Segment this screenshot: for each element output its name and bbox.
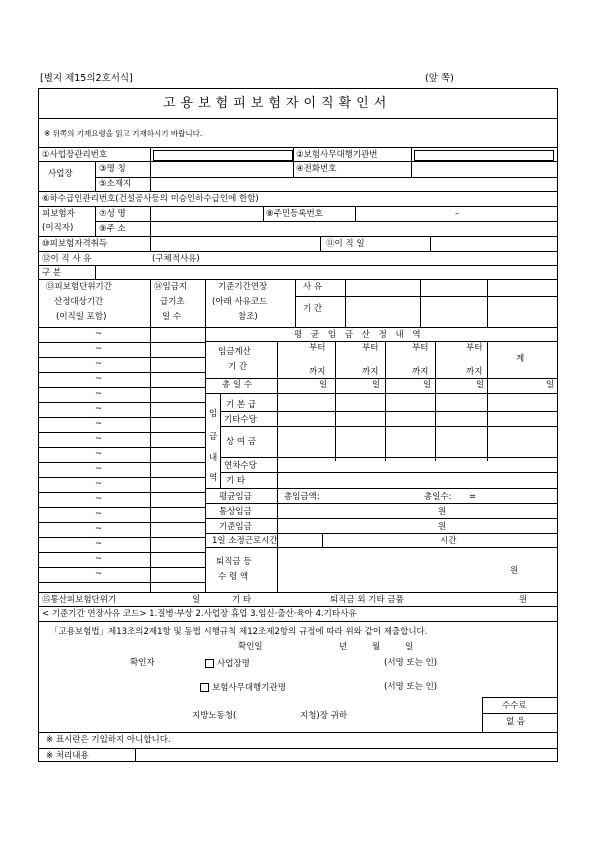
ext-period-header-3: 참조)	[238, 312, 258, 322]
confirmer-label: 확인자	[130, 658, 155, 668]
period-row-divider	[38, 507, 205, 508]
agency-confirm-option[interactable]	[200, 683, 286, 693]
subcontract-label: ⑥하수급인관리번호(건설공사등의 미승인하수급인에 한함)	[42, 194, 259, 204]
equals-sign: =	[469, 492, 477, 502]
employer-group-label: 사업장	[48, 169, 73, 179]
work-hours-unit: 시간	[440, 536, 457, 546]
period-row-divider	[38, 552, 205, 553]
bottom-etc-label: 기 타	[232, 595, 252, 605]
unit-period-header-2: 산정대상기간	[54, 297, 104, 307]
fee-none-label: 없 음	[506, 717, 526, 727]
period-range-tilde: ~	[95, 359, 103, 369]
period-range-tilde: ~	[95, 389, 103, 399]
retirement-etc-unit: 원	[519, 595, 528, 605]
annual-leave-label: 연차수당	[224, 461, 257, 471]
ordinary-wage-unit: 원	[438, 507, 447, 517]
base-pay-label: 기 본 급	[226, 400, 257, 410]
calc-period-label-1: 임금계산	[218, 347, 251, 357]
bonus-label: 상 여 금	[226, 437, 257, 447]
period-range-tilde: ~	[95, 554, 103, 564]
period-range-tilde: ~	[95, 434, 103, 444]
day-label: 일	[405, 642, 414, 652]
total-label: 계	[516, 354, 525, 364]
insured-name-label: ⑦성 명	[99, 209, 126, 219]
days-unit-1: 일	[319, 380, 328, 390]
fee-label: 수수료	[502, 701, 527, 711]
month-label: 월	[372, 642, 381, 652]
period-row-divider	[38, 432, 205, 433]
period-row-divider	[38, 387, 205, 388]
period-row-divider	[38, 402, 205, 403]
other-label: 기 타	[226, 476, 246, 486]
wage-side-4: 역	[209, 473, 218, 483]
agency-sign-label: (서명 또는 인)	[384, 682, 438, 692]
period-range-tilde: ~	[95, 464, 103, 474]
period-range-tilde: ~	[95, 509, 103, 519]
period-row-divider	[38, 417, 205, 418]
form-frame	[38, 88, 558, 762]
employer-option-label: 사업장명	[217, 659, 250, 669]
period-row-divider	[38, 537, 205, 538]
period-row-divider	[38, 477, 205, 478]
retirement-label-2: 수 령 액	[218, 572, 249, 582]
ordinary-wage-label: 통상임금	[219, 507, 252, 517]
mgmt-no-label: ①사업장관리번호	[42, 150, 108, 160]
wage-side-1: 임	[209, 409, 218, 419]
total-unit-period-day: 일	[192, 595, 201, 605]
period-range-tilde: ~	[95, 569, 103, 579]
leave-reason-label: ⑫이 직 사 유	[42, 254, 92, 264]
allowance-label: 기타수당	[224, 415, 257, 425]
wage-days-header-1: ⑭임금지	[154, 282, 188, 292]
total-days-formula-label: 총일수:	[424, 492, 452, 502]
rrn-dash: –	[455, 209, 460, 219]
ext-term-label: 기 간	[303, 304, 323, 314]
period-range-tilde: ~	[95, 374, 103, 384]
wage-days-header-2: 급기초	[160, 297, 185, 307]
period-row-divider	[38, 372, 205, 373]
extension-codes: < 기준기간 연장사유 코드> 1.질병·부상 2.사업장 휴업 3.임신·출산·육아 4.기타사유	[42, 609, 357, 619]
unit-period-header-1: ⑬피보험단위기간	[46, 282, 112, 292]
wage-side-2: 금	[209, 432, 218, 442]
insured-address-label: ⑨주 소	[99, 224, 126, 234]
recipient-label: 지방노동청(	[192, 711, 237, 721]
phone-label: ④전화번호	[296, 164, 337, 174]
period-row-divider	[38, 447, 205, 448]
retirement-unit: 원	[510, 566, 519, 576]
avg-wage-header: 평 균 임 금 산 정 내 역	[294, 330, 424, 340]
insured-group-sublabel: (이직자)	[42, 223, 74, 233]
insured-group-label: 피보험자	[42, 209, 75, 219]
rrn-label: ⑧주민등록번호	[266, 209, 323, 219]
work-hours-label: 1일 소정근로시간	[212, 536, 278, 546]
mgmt-no-field[interactable]	[153, 150, 293, 161]
period2-from: 부터	[362, 343, 379, 353]
period-range-tilde: ~	[95, 479, 103, 489]
total-days-label: 총 일 수	[222, 380, 253, 390]
ext-period-header-2: (아래 사유코드	[212, 297, 268, 307]
period-row-divider	[38, 522, 205, 523]
ext-reason-label: 사 유	[303, 282, 323, 292]
processing-label: ※ 처리내용	[46, 751, 89, 761]
confirm-date-label: 확인일	[238, 642, 263, 652]
agency-no-field[interactable]	[414, 150, 554, 161]
period-range-tilde: ~	[95, 419, 103, 429]
period-row-divider	[38, 342, 205, 343]
period2-to: 까지	[362, 367, 379, 377]
standard-wage-label: 기준임금	[219, 522, 252, 532]
days-unit-2: 일	[372, 380, 381, 390]
total-unit-period-label: ⑮통산피보험단위기	[42, 595, 117, 605]
employer-checkbox[interactable]	[205, 659, 214, 668]
instruction-note: ※ 뒤쪽의 기재요령을 읽고 기재하시기 바랍니다.	[44, 129, 203, 138]
period-range-tilde: ~	[95, 524, 103, 534]
period4-from: 부터	[466, 343, 483, 353]
year-label: 년	[339, 642, 348, 652]
agency-checkbox[interactable]	[200, 683, 209, 692]
period1-from: 부터	[309, 343, 326, 353]
days-unit-4: 일	[476, 380, 485, 390]
period1-to: 까지	[309, 367, 326, 377]
period3-to: 까지	[412, 367, 429, 377]
category-label: 구 분	[42, 268, 62, 278]
period-range-tilde: ~	[95, 344, 103, 354]
company-name-label: ③명 칭	[99, 164, 126, 174]
retirement-label-1: 퇴직금 등	[216, 557, 252, 567]
period-range-tilde: ~	[95, 494, 103, 504]
form-title: 고용보험피보험자이직확인서	[163, 96, 392, 111]
wage-days-header-3: 일 수	[162, 312, 182, 322]
period-row-divider	[38, 582, 205, 583]
employer-confirm-option[interactable]	[205, 659, 250, 669]
employer-sign-label: (서명 또는 인)	[384, 658, 438, 668]
note-not-filled: ※ 표시란은 기입하지 아니합니다.	[46, 735, 171, 745]
period-range-tilde: ~	[95, 404, 103, 414]
leave-date-label: ⑪이 직 일	[326, 239, 365, 249]
page-side-label: (앞 쪽)	[425, 73, 454, 84]
period3-from: 부터	[412, 343, 429, 353]
leave-reason-detail-label: (구체적사유)	[152, 254, 200, 264]
wage-side-3: 내	[209, 453, 218, 463]
period-row-divider	[38, 567, 205, 568]
calc-period-label-2: 기 간	[228, 362, 248, 372]
period-row-divider	[38, 492, 205, 493]
period-range-tilde: ~	[95, 329, 103, 339]
standard-wage-unit: 원	[438, 522, 447, 532]
agency-no-label: ②보험사무대행기관번	[296, 150, 378, 160]
law-statement: 「고용보험법」제13조의2제1항 및 동법 시행규칙 제12조제2항의 규정에 따라 위와 같이 제출합니다.	[50, 627, 428, 637]
total-wage-label: 총임금액:	[284, 492, 320, 502]
avg-wage-label: 평균임금	[219, 492, 252, 502]
form-number: [별지 제15의2호서식]	[40, 73, 133, 84]
period-row-divider	[38, 462, 205, 463]
acquired-label: ⑩피보험자격취득	[42, 239, 108, 249]
office-label: 지청)장 귀하	[300, 711, 348, 721]
days-unit-total: 일	[546, 380, 555, 390]
ext-period-header-1: 기준기간연장	[218, 282, 268, 292]
days-unit-3: 일	[423, 380, 432, 390]
period-range-tilde: ~	[95, 449, 103, 459]
retirement-etc-label: 퇴직금 외 기타 금품	[330, 595, 404, 605]
period4-to: 까지	[466, 367, 483, 377]
agency-option-label: 보험사무대행기관명	[212, 683, 286, 693]
address-label: ⑤소재지	[99, 179, 132, 189]
period-range-tilde: ~	[95, 539, 103, 549]
period-row-divider	[38, 357, 205, 358]
unit-period-header-3: (이직일 포함)	[56, 312, 107, 322]
